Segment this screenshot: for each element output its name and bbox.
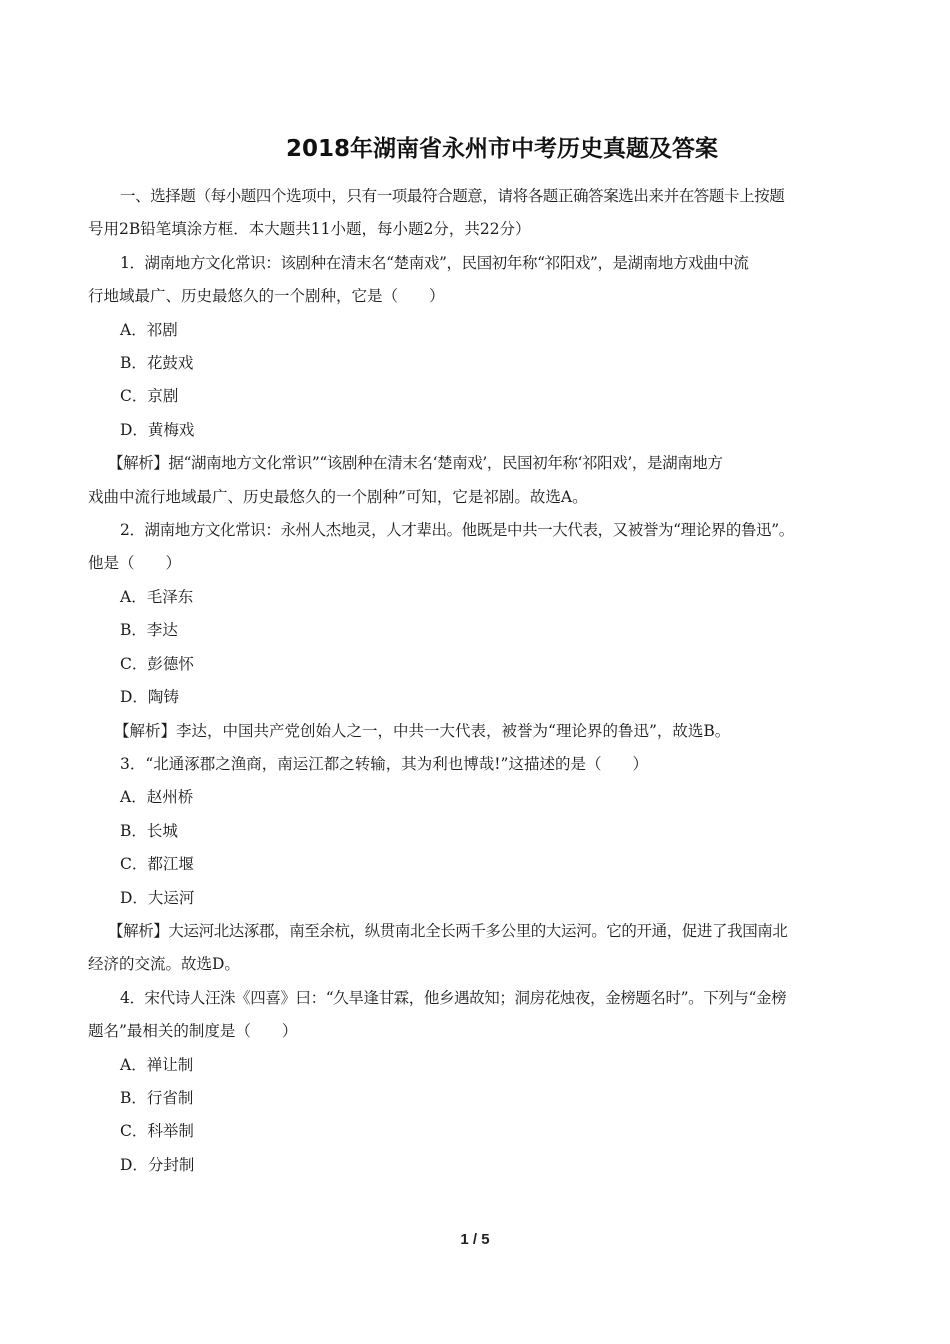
document-body	[88, 180, 874, 1182]
question-1	[88, 247, 874, 514]
option: A．禅让制	[120, 1055, 194, 1074]
section-intro-line: 一、选择题（每小题四个选项中，只有一项最符合题意，请将各题正确答案选出来并在答题卡上按题	[120, 187, 785, 205]
option: A．毛泽东	[120, 587, 194, 606]
question-stem: 1．湖南地方文化常识：该剧种在清末名“楚南戏”，民国初年称“祁阳戏”，是湖南地方戏曲中流	[120, 253, 749, 272]
page-title: 2018年湖南省永州市中考历史真题及答案	[285, 136, 718, 162]
analysis-text: 据“湖南地方文化常识”“该剧种在清末名‘楚南戏’，民国初年称‘祁阳戏’，是湖南地方	[168, 454, 723, 473]
option: D．陶铸	[120, 688, 179, 707]
analysis	[88, 915, 874, 948]
question-stem: 2．湖南地方文化常识：永州人杰地灵，人才辈出。他既是中共一大代表，又被誉为“理论界的鲁迅”。	[120, 521, 794, 540]
question-stem: 行地域最广、历史最悠久的一个剧种，它是（ ）	[88, 287, 445, 306]
option: C．都江堰	[120, 855, 194, 874]
question-stem: 4．宋代诗人汪洙《四喜》曰：“久旱逢甘霖，他乡遇故知；洞房花烛夜，金榜题名时”。下列与“金榜	[120, 988, 787, 1007]
analysis	[88, 715, 874, 748]
analysis-tag: 【解析】	[108, 454, 169, 473]
option: B．花鼓戏	[120, 354, 194, 373]
option: D．大运河	[120, 888, 195, 907]
analysis-text: 大运河北达涿郡，南至余杭，纵贯南北全长两千多公里的大运河。它的开通，促进了我国南北	[168, 921, 788, 940]
option: B．长城	[120, 821, 178, 840]
option: B．行省制	[120, 1088, 194, 1107]
analysis-text: 戏曲中流行地域最广、历史最悠久的一个剧种”可知，它是祁剧。故选A。	[88, 487, 588, 506]
page-number: 1 / 5	[460, 1231, 490, 1248]
option: C．彭德怀	[120, 654, 194, 673]
option: A．赵州桥	[120, 788, 194, 807]
question-stem: 题名”最相关的制度是（ ）	[88, 1022, 298, 1041]
question-stem: 他是（ ）	[88, 554, 182, 573]
analysis-tag: 【解析】	[108, 921, 169, 940]
question-2	[88, 514, 874, 748]
question-stem: 3．“北通涿郡之渔商，南运江都之转输，其为利也博哉!”这描述的是（ ）	[120, 754, 648, 773]
analysis-text: 经济的交流。故选D。	[88, 955, 240, 974]
analysis-tag: 【解析】	[114, 721, 177, 740]
option: B．李达	[120, 621, 178, 640]
question-4	[88, 982, 874, 1182]
option: D．黄梅戏	[120, 420, 195, 439]
option: A．祁剧	[120, 320, 178, 339]
question-3	[88, 748, 874, 982]
option: C．科举制	[120, 1122, 194, 1141]
section-intro-line: 号用2B铅笔填涂方框．本大题共11小题，每小题2分，共22分）	[88, 220, 531, 239]
option: C．京剧	[120, 387, 179, 406]
option: D．分封制	[120, 1155, 195, 1174]
analysis	[88, 447, 874, 480]
analysis-text: 李达，中国共产党创始人之一，中共一大代表，被誉为“理论界的鲁迅”，故选B。	[176, 721, 731, 740]
